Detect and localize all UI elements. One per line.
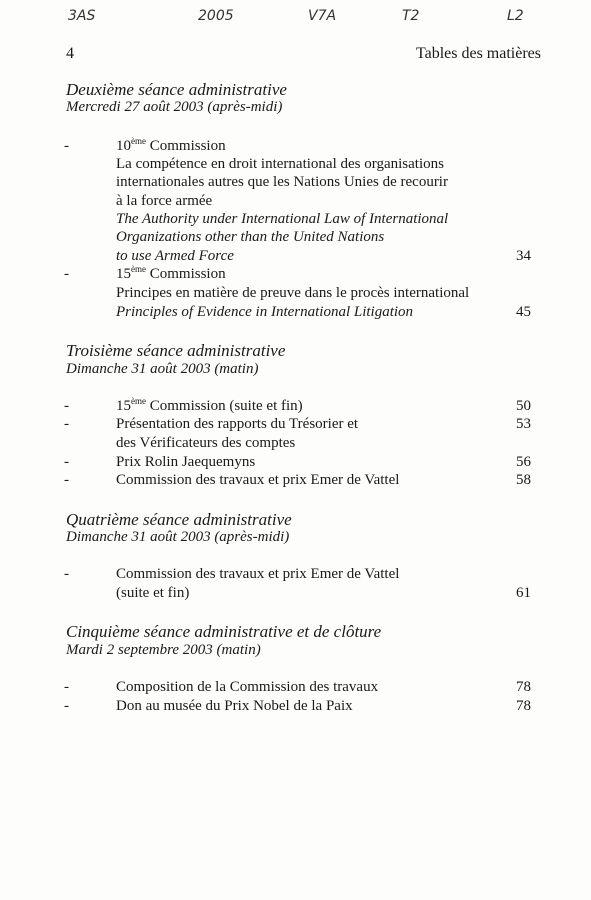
- entry-text: (suite et fin): [116, 585, 190, 601]
- entry-dash: -: [64, 398, 69, 414]
- entry-text: Présentation des rapports du Trésorier et: [116, 416, 359, 432]
- entry-text: Don au musée du Prix Nobel de la Paix: [116, 698, 353, 714]
- entry-dash: -: [64, 454, 69, 470]
- entry-text-fr: La compétence en droit international des organisations: [116, 156, 444, 172]
- page-ref: 53: [516, 416, 531, 432]
- toc-entry: [0, 566, 591, 585]
- entry-text: Prix Rolin Jaequemyns: [116, 454, 256, 470]
- handwritten-note: T2: [402, 8, 420, 24]
- entry-text-en: to use Armed Force: [116, 248, 234, 264]
- page-ref: 78: [516, 679, 531, 695]
- toc-entry: [0, 679, 591, 698]
- section-title: Cinquième séance administrative et de clôture: [66, 622, 382, 641]
- section-title: Deuxième séance administrative: [66, 80, 287, 99]
- entry-heading: 15ème Commission (suite et fin): [116, 396, 303, 414]
- handwritten-note: V7A: [308, 8, 337, 24]
- toc-entry: [0, 472, 591, 491]
- entry-dash: -: [64, 472, 69, 488]
- handwritten-note: L2: [507, 8, 524, 24]
- entry-text: Commission des travaux et prix Emer de Vattel: [116, 566, 400, 582]
- running-title: Tables des matières: [415, 45, 541, 62]
- entry-text: Commission des travaux et prix Emer de Vattel: [116, 472, 400, 488]
- page-ref: 58: [516, 472, 531, 488]
- entry-heading: 15ème Commission: [116, 264, 226, 282]
- entry-dash: -: [64, 679, 69, 695]
- entry-text-fr: internationales autres que les Nations Unies de recourir: [116, 174, 448, 190]
- page-ref: 50: [516, 398, 531, 414]
- entry-text-en: Organizations other than the United Nations: [116, 229, 385, 245]
- page-ref: 78: [516, 698, 531, 714]
- toc-entry: [0, 398, 591, 417]
- entry-dash: -: [64, 266, 69, 282]
- toc-entry: [0, 454, 591, 473]
- entry-heading: 10ème Commission: [116, 136, 226, 154]
- handwritten-note: 3AS: [68, 8, 96, 24]
- page-ref: 34: [516, 248, 531, 264]
- entry-dash: -: [64, 416, 69, 432]
- page-ref: 61: [516, 585, 531, 601]
- section-title: Quatrième séance administrative: [66, 510, 292, 529]
- entry-dash: -: [64, 698, 69, 714]
- entry-dash: -: [64, 566, 69, 582]
- page-ref: 56: [516, 454, 531, 470]
- entry-text-fr: à la force armée: [116, 193, 213, 209]
- section-date: Dimanche 31 août 2003 (matin): [66, 361, 259, 377]
- page-number: 4: [66, 45, 74, 62]
- toc-entry: [0, 266, 591, 285]
- section-title: Troisième séance administrative: [66, 341, 286, 360]
- toc-entry: [0, 416, 591, 435]
- toc-entry: [0, 138, 591, 157]
- handwritten-note: 2005: [198, 8, 234, 24]
- entry-text-en: Principles of Evidence in International Litigation: [116, 304, 414, 320]
- section-date: Mardi 2 septembre 2003 (matin): [66, 642, 261, 658]
- entry-text: des Vérificateurs des comptes: [116, 435, 296, 451]
- entry-text-en: The Authority under International Law of International: [116, 211, 449, 227]
- section-date: Dimanche 31 août 2003 (après-midi): [66, 529, 290, 545]
- section-date: Mercredi 27 août 2003 (après-midi): [66, 99, 283, 115]
- entry-dash: -: [64, 138, 69, 154]
- entry-text: Composition de la Commission des travaux: [116, 679, 379, 695]
- toc-entry: [0, 698, 591, 717]
- entry-text-fr: Principes en matière de preuve dans le procès international: [116, 285, 470, 301]
- page-ref: 45: [516, 304, 531, 320]
